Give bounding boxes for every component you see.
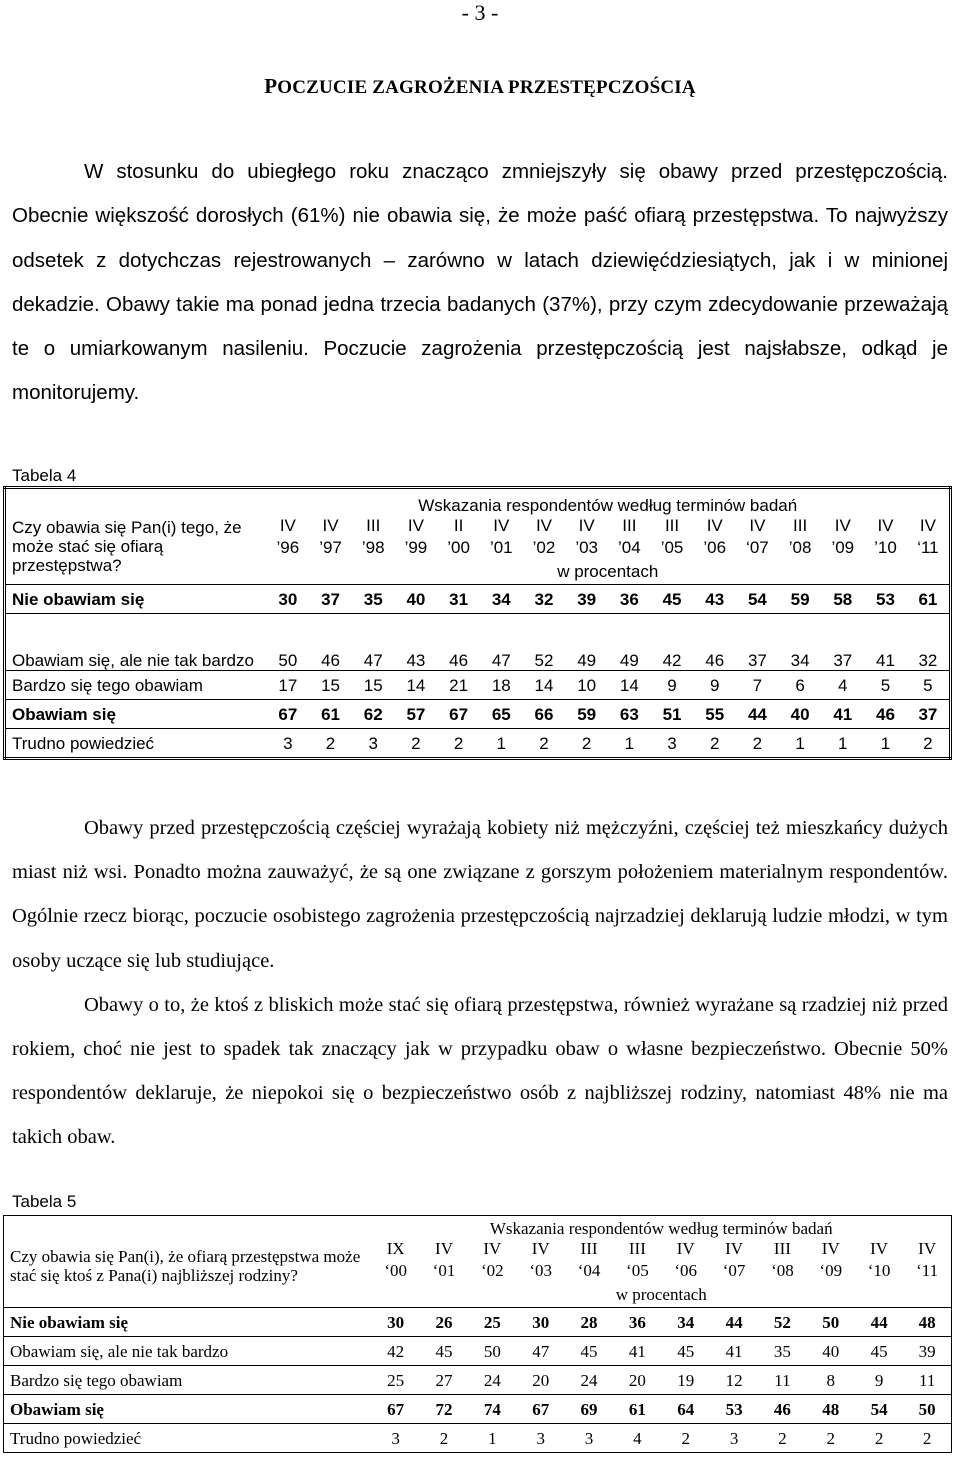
value-cell: 3 <box>667 733 677 753</box>
value-cell: 41 <box>876 651 895 670</box>
value-cell: 67 <box>532 1399 550 1419</box>
value-cell: 12 <box>725 1370 743 1390</box>
term-cell <box>907 515 951 559</box>
term-cell <box>267 515 310 559</box>
value-cell: 3 <box>283 733 293 753</box>
row-label: Trudno powiedzieć <box>12 733 155 753</box>
value-cell: 59 <box>790 589 810 609</box>
term-month: IV <box>279 516 296 535</box>
value-cell: 15 <box>321 675 340 695</box>
value-cell: 2 <box>709 733 720 753</box>
value-cell: 2 <box>453 733 464 753</box>
paragraph-demographics: Obawy przed przestępczością częściej wyrażają kobiety niż mężczyźni, częściej też mieszkańcy dużych miast niż wsi. Ponadto można zauważyć, że są one związane z gorszym położeniem materialnym respondentów. Ogólnie rzecz biorąc, poczucie osobistego zagrożenia przestępczością najrzadziej deklarują ludzie młodzi, w tym osoby uczące się lub studiujące. <box>12 817 948 972</box>
value-cell: 46 <box>705 651 725 670</box>
value-cell: 67 <box>278 704 298 724</box>
value-cell: 10 <box>577 675 597 695</box>
value-cell: 1 <box>795 733 805 753</box>
value-cell: 34 <box>790 651 810 670</box>
term-month: IV <box>578 516 595 535</box>
value-cell: 36 <box>628 1312 646 1332</box>
row-label: Obawiam się, ale nie tak bardzo <box>10 1341 229 1361</box>
term-month: IV <box>706 516 723 535</box>
term-month: IV <box>435 1239 453 1258</box>
value-cell: 24 <box>483 1370 501 1390</box>
value-cell: 54 <box>870 1399 888 1419</box>
value-cell: 4 <box>633 1428 642 1448</box>
term-year: ’08 <box>788 538 812 557</box>
term-cell <box>352 515 395 559</box>
value-cell: 57 <box>406 704 426 724</box>
term-year: ‘07 <box>722 1261 746 1280</box>
term-month: IV <box>919 516 936 535</box>
value-cell: 30 <box>387 1312 405 1332</box>
table-row <box>5 700 951 729</box>
value-cell: 40 <box>406 589 426 609</box>
value-cell: 55 <box>705 704 725 724</box>
value-cell: 31 <box>449 589 469 609</box>
value-cell: 58 <box>833 589 853 609</box>
value-cell: 65 <box>491 704 511 724</box>
term-year: ‘08 <box>771 1261 794 1280</box>
value-cell: 44 <box>747 704 767 724</box>
value-cell: 45 <box>870 1341 888 1361</box>
value-cell: 2 <box>874 1428 884 1448</box>
value-cell: 53 <box>876 589 895 609</box>
table4-caption: Tabela 4 <box>12 466 77 485</box>
term-month: IV <box>877 516 894 535</box>
term-year: ’02 <box>532 538 556 557</box>
term-month: IV <box>407 516 424 535</box>
value-cell: 24 <box>580 1370 598 1390</box>
term-cell <box>651 515 694 559</box>
value-cell: 37 <box>747 651 767 670</box>
term-month: III <box>628 1239 646 1258</box>
value-cell: 2 <box>923 733 933 753</box>
value-cell: 2 <box>922 1428 932 1448</box>
row-label: Trudno powiedzieć <box>10 1428 142 1448</box>
value-cell: 34 <box>491 589 511 609</box>
term-cell <box>821 515 864 559</box>
value-cell: 20 <box>628 1370 646 1390</box>
table-row <box>5 729 951 759</box>
header-row <box>4 1216 952 1239</box>
value-cell: 50 <box>483 1341 501 1361</box>
value-cell: 20 <box>532 1370 550 1390</box>
term-year: ‘11 <box>916 1261 939 1280</box>
value-cell: 2 <box>752 733 763 753</box>
row-label: Obawiam się <box>12 704 116 724</box>
term-month: II <box>453 516 464 535</box>
term-year: ‘03 <box>529 1261 553 1280</box>
value-cell: 9 <box>667 675 677 695</box>
value-cell: 63 <box>619 704 639 724</box>
value-cell: 50 <box>822 1312 840 1332</box>
value-cell: 37 <box>918 704 938 724</box>
term-month: IV <box>322 516 339 535</box>
value-cell: 48 <box>918 1312 936 1332</box>
term-month: III <box>773 1239 791 1258</box>
value-cell: 45 <box>662 589 682 609</box>
term-year: ‘10 <box>867 1261 891 1280</box>
value-cell: 59 <box>577 704 597 724</box>
value-cell: 42 <box>387 1341 405 1361</box>
value-cell: 43 <box>705 589 725 609</box>
term-cell <box>613 1238 661 1282</box>
term-month: III <box>580 1239 598 1258</box>
table-row <box>5 671 951 700</box>
value-cell: 19 <box>677 1370 695 1390</box>
value-cell: 36 <box>619 589 639 609</box>
term-month: III <box>793 516 808 535</box>
terms-header: Wskazania respondentów według terminów badań <box>489 1219 833 1238</box>
value-cell: 45 <box>435 1341 453 1361</box>
value-cell: 9 <box>709 675 720 695</box>
value-cell: 2 <box>411 733 421 753</box>
term-cell <box>710 1238 758 1282</box>
value-cell: 2 <box>581 733 592 753</box>
value-cell: 52 <box>773 1312 791 1332</box>
value-cell: 3 <box>536 1428 545 1448</box>
value-cell: 32 <box>918 651 938 670</box>
term-cell <box>903 1238 951 1282</box>
value-cell: 17 <box>278 675 298 695</box>
value-cell: 49 <box>619 651 639 670</box>
value-cell: 1 <box>880 733 891 753</box>
value-cell: 2 <box>539 733 549 753</box>
term-month: IV <box>834 516 851 535</box>
value-cell: 27 <box>435 1370 453 1390</box>
value-cell: 67 <box>449 704 469 724</box>
term-year: ’96 <box>276 538 300 557</box>
value-cell: 41 <box>833 704 853 724</box>
term-year: ‘06 <box>674 1261 698 1280</box>
value-cell: 66 <box>534 704 554 724</box>
value-cell: 21 <box>449 675 469 695</box>
value-cell: 3 <box>391 1428 400 1448</box>
value-cell: 1 <box>488 1428 497 1448</box>
value-cell: 30 <box>532 1312 550 1332</box>
term-cell <box>807 1238 855 1282</box>
value-cell: 30 <box>278 589 298 609</box>
value-cell: 62 <box>363 704 383 724</box>
value-cell: 11 <box>918 1370 936 1390</box>
value-cell: 44 <box>725 1312 743 1332</box>
value-cell: 9 <box>874 1370 884 1390</box>
value-cell: 37 <box>321 589 340 609</box>
term-cell <box>395 515 438 559</box>
value-cell: 14 <box>619 675 639 695</box>
term-month: IV <box>676 1239 695 1258</box>
value-cell: 42 <box>662 651 682 670</box>
term-month: IV <box>493 516 510 535</box>
term-cell <box>309 515 352 559</box>
term-year: ’99 <box>404 538 428 557</box>
value-cell: 26 <box>435 1312 453 1332</box>
value-cell: 67 <box>387 1399 405 1419</box>
term-cell <box>480 515 523 559</box>
value-cell: 14 <box>534 675 554 695</box>
row-label: Obawiam się, ale nie tak bardzo <box>12 651 254 670</box>
value-cell: 32 <box>534 589 554 609</box>
term-month: IV <box>483 1239 502 1258</box>
title-initial: P <box>264 74 278 98</box>
value-cell: 3 <box>729 1428 739 1448</box>
value-cell: 1 <box>624 733 635 753</box>
term-cell <box>608 515 651 559</box>
terms-header: Wskazania respondentów według terminów badań <box>418 496 798 515</box>
value-cell: 35 <box>363 589 383 609</box>
header-row <box>5 488 951 516</box>
value-cell: 48 <box>822 1399 840 1419</box>
value-cell: 2 <box>439 1428 449 1448</box>
value-cell: 41 <box>725 1341 743 1361</box>
value-cell: 2 <box>778 1428 787 1448</box>
title-rest: OCZUCIE ZAGROŻENIA PRZESTĘPCZOŚCIĄ <box>277 77 696 98</box>
term-year: ’00 <box>447 538 470 557</box>
term-month: IV <box>535 516 552 535</box>
row-label: Nie obawiam się <box>10 1312 129 1332</box>
value-cell: 74 <box>483 1399 501 1419</box>
term-month: IV <box>821 1239 840 1258</box>
term-cell <box>855 1238 903 1282</box>
term-cell <box>736 515 779 559</box>
value-cell: 53 <box>725 1399 743 1419</box>
term-year: ’09 <box>831 538 855 557</box>
value-cell: 40 <box>790 704 810 724</box>
table5 <box>3 1215 952 1453</box>
value-cell: 1 <box>496 733 507 753</box>
term-cell <box>420 1238 468 1282</box>
unit-label: w procentach <box>557 562 659 581</box>
value-cell: 61 <box>628 1399 646 1419</box>
term-cell <box>523 515 566 559</box>
term-month: IV <box>725 1239 744 1258</box>
term-year: ’98 <box>361 538 385 557</box>
value-cell: 18 <box>491 675 511 695</box>
term-year: ’06 <box>703 538 727 557</box>
value-cell: 45 <box>677 1341 695 1361</box>
term-year: ‘09 <box>819 1261 843 1280</box>
term-month: III <box>366 516 381 535</box>
value-cell: 7 <box>752 675 763 695</box>
table-row <box>5 614 951 671</box>
value-cell: 50 <box>918 1399 936 1419</box>
table-row <box>4 1308 952 1337</box>
term-year: ‘00 <box>384 1261 407 1280</box>
term-year: ‘07 <box>746 538 769 557</box>
term-month: IX <box>386 1239 405 1258</box>
term-month: IV <box>749 516 766 535</box>
value-cell: 39 <box>918 1341 936 1361</box>
term-cell <box>468 1238 516 1282</box>
term-cell <box>864 515 907 559</box>
value-cell: 11 <box>774 1370 791 1390</box>
value-cell: 6 <box>795 675 805 695</box>
row-label: Bardzo się tego obawiam <box>12 675 203 695</box>
term-month: IV <box>870 1239 889 1258</box>
table-row <box>4 1424 952 1453</box>
term-cell <box>779 515 822 559</box>
value-cell: 2 <box>826 1428 836 1448</box>
value-cell: 46 <box>449 651 469 670</box>
value-cell: 50 <box>278 651 298 670</box>
term-year: ‘02 <box>481 1261 504 1280</box>
value-cell: 64 <box>677 1399 695 1419</box>
value-cell: 1 <box>838 733 848 753</box>
value-cell: 46 <box>773 1399 791 1419</box>
table-row <box>5 585 951 614</box>
value-cell: 15 <box>363 675 383 695</box>
value-cell: 3 <box>584 1428 594 1448</box>
value-cell: 47 <box>491 651 511 670</box>
term-cell <box>565 1238 613 1282</box>
term-cell <box>517 1238 565 1282</box>
row-label: Nie obawiam się <box>12 589 145 609</box>
term-year: ’01 <box>489 538 513 557</box>
term-month: III <box>664 516 680 535</box>
term-cell <box>693 515 736 559</box>
term-year: ‘01 <box>432 1261 456 1280</box>
value-cell: 47 <box>363 651 383 670</box>
unit-label: w procentach <box>615 1285 707 1304</box>
section-title <box>0 74 960 99</box>
table5-caption: Tabela 5 <box>12 1192 77 1211</box>
term-month: III <box>622 516 637 535</box>
value-cell: 47 <box>532 1341 550 1361</box>
term-year: ‘05 <box>626 1261 649 1280</box>
value-cell: 61 <box>321 704 340 724</box>
table-row <box>4 1366 952 1395</box>
value-cell: 35 <box>773 1341 791 1361</box>
value-cell: 39 <box>577 589 597 609</box>
value-cell: 8 <box>826 1370 836 1390</box>
value-cell: 46 <box>321 651 340 670</box>
question-cell: Czy obawia się Pan(i) tego, że może stać się ofiarą przestępstwa? <box>12 518 242 575</box>
term-year: ‘04 <box>577 1261 601 1280</box>
table-row <box>4 1337 952 1366</box>
term-year: ’10 <box>874 538 897 557</box>
value-cell: 25 <box>387 1370 405 1390</box>
value-cell: 14 <box>406 675 426 695</box>
term-year: ‘11 <box>917 538 939 557</box>
value-cell: 44 <box>870 1312 888 1332</box>
term-year: ’97 <box>319 538 342 557</box>
value-cell: 5 <box>880 675 891 695</box>
value-cell: 72 <box>435 1399 453 1419</box>
term-month: IV <box>918 1239 937 1258</box>
page-number: - 3 - <box>461 0 499 25</box>
value-cell: 25 <box>483 1312 501 1332</box>
value-cell: 52 <box>534 651 554 670</box>
term-month: IV <box>531 1239 550 1258</box>
term-cell <box>565 515 608 559</box>
intro-paragraph: W stosunku do ubiegłego roku znacząco zmniejszyły się obawy przed przestępczością. Obecnie większość dorosłych (61%) nie obawia się, że może paść ofiarą przestępstwa. To najwyższy odsetek z dotychczas rejestrowanych – zarówno w latach dziewięćdziesiątych, jak i w minionej dekadzie. Obawy takie ma ponad jedna trzecia badanych (37%), przy czym zdecydowanie przeważają te o umiarkowanym nasileniu. Poczucie zagrożenia przestępczością jest najsłabsze, odkąd je monitorujemy. <box>12 160 948 405</box>
question-cell: Czy obawia się Pan(i), że ofiarą przestępstwa może stać się ktoś z Pana(i) najbliższej rodziny? <box>10 1246 361 1285</box>
value-cell: 4 <box>838 675 848 695</box>
term-cell <box>372 1238 420 1282</box>
table-row <box>4 1395 952 1424</box>
value-cell: 45 <box>580 1341 598 1361</box>
term-year: ’04 <box>618 538 641 557</box>
value-cell: 43 <box>406 651 426 670</box>
term-year: ’05 <box>660 538 684 557</box>
value-cell: 69 <box>580 1399 598 1419</box>
value-cell: 40 <box>822 1341 840 1361</box>
term-cell <box>662 1238 710 1282</box>
term-cell <box>437 515 480 559</box>
value-cell: 54 <box>747 589 767 609</box>
value-cell: 41 <box>628 1341 646 1361</box>
body-paragraphs <box>12 806 948 1160</box>
table4 <box>3 486 952 760</box>
value-cell: 2 <box>681 1428 690 1448</box>
value-cell: 3 <box>368 733 378 753</box>
value-cell: 46 <box>876 704 895 724</box>
value-cell: 5 <box>923 675 933 695</box>
value-cell: 61 <box>918 589 938 609</box>
value-cell: 49 <box>577 651 597 670</box>
row-label: Obawiam się <box>10 1399 104 1419</box>
term-year: ’03 <box>575 538 598 557</box>
value-cell: 51 <box>662 704 682 724</box>
row-label: Bardzo się tego obawiam <box>10 1370 183 1390</box>
value-cell: 37 <box>833 651 853 670</box>
value-cell: 2 <box>325 733 336 753</box>
term-cell <box>758 1238 806 1282</box>
value-cell: 28 <box>580 1312 598 1332</box>
value-cell: 34 <box>677 1312 695 1332</box>
paragraph-family-fears: Obawy o to, że ktoś z bliskich może stać się ofiarą przestępstwa, również wyrażane są rzadziej niż przed rokiem, choć nie jest to spadek tak znaczący jak w przypadku obaw o własne bezpieczeństwo. Obecnie 50% respondentów deklaruje, że niepokoi się o bezpieczeństwo osób z najbliższej rodziny, natomiast 48% nie ma takich obaw. <box>12 993 948 1149</box>
